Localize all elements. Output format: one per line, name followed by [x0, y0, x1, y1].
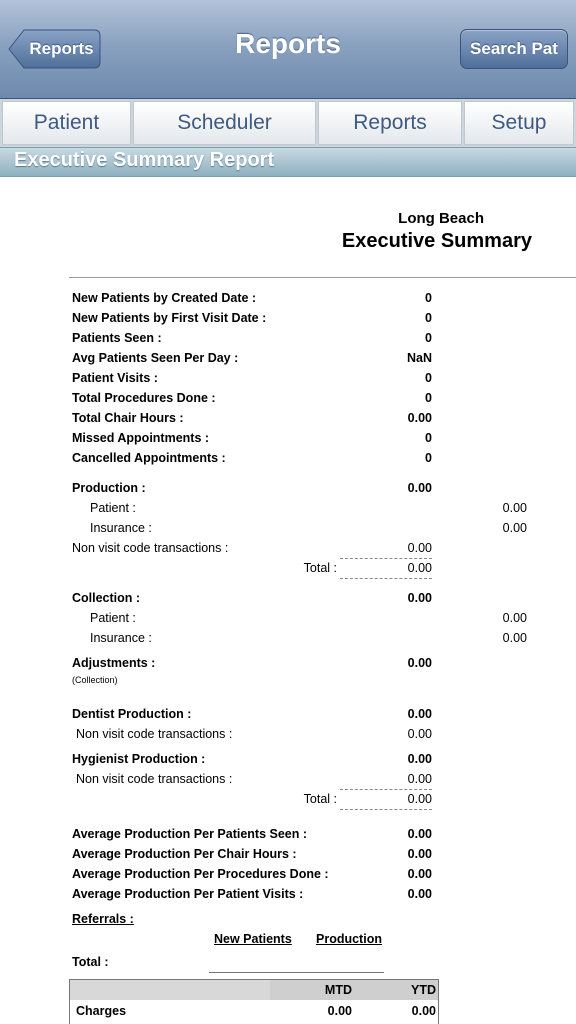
section-header	[0, 147, 576, 177]
tab-patient[interactable]: Patient	[2, 101, 131, 145]
collection-insurance-label: Insurance :	[90, 631, 152, 645]
summary-label: Patient Visits :	[72, 371, 158, 385]
summary-value: 0	[425, 391, 432, 405]
collection-patient-label: Patient :	[90, 611, 136, 625]
col-new-patients: New Patients	[214, 932, 292, 946]
summary-value: 0	[425, 311, 432, 325]
col-ytd: YTD	[411, 983, 436, 997]
average-value: 0.00	[407, 867, 432, 881]
average-label: Average Production Per Patient Visits :	[72, 887, 304, 901]
average-label: Average Production Per Procedures Done :	[72, 867, 329, 881]
average-label: Average Production Per Chair Hours :	[72, 847, 297, 861]
summary-value: 0	[425, 431, 432, 445]
average-value: 0.00	[407, 827, 432, 841]
summary-label: Avg Patients Seen Per Day :	[72, 351, 239, 365]
referrals-total-line	[209, 972, 384, 973]
summary-value: 0	[425, 331, 432, 345]
average-value: 0.00	[407, 887, 432, 901]
charges-label: Charges	[76, 1004, 127, 1018]
summary-label: Missed Appointments :	[72, 431, 210, 445]
hygienist-total-value: 0.00	[407, 792, 432, 806]
table-header-row	[70, 980, 438, 1000]
report-content	[0, 178, 576, 1024]
dentist-nonvisit-label: Non visit code transactions :	[76, 727, 233, 741]
collection-label: Collection :	[72, 591, 141, 605]
summary-label: Total Chair Hours :	[72, 411, 184, 425]
charges-mtd-value: 0.00	[327, 1004, 352, 1018]
summary-label: Patients Seen :	[72, 331, 162, 345]
section-title: Executive Summary Report	[14, 149, 275, 171]
charges-ytd-value: 0.00	[411, 1004, 436, 1018]
production-value: 0.00	[407, 481, 432, 495]
production-patient-label: Patient :	[90, 501, 136, 515]
total-divider	[340, 578, 432, 579]
production-insurance-value: 0.00	[502, 521, 527, 535]
report-title: Executive Summary	[341, 230, 532, 252]
col-production: Production	[316, 932, 382, 946]
adjustments-note: (Collection)	[72, 675, 118, 685]
tab-reports[interactable]: Reports	[318, 101, 462, 145]
back-button-label: Reports	[29, 39, 94, 58]
referrals-label: Referrals :	[72, 912, 134, 926]
dentist-production-value: 0.00	[407, 707, 432, 721]
summary-label: Cancelled Appointments :	[72, 451, 226, 465]
production-patient-value: 0.00	[502, 501, 527, 515]
navigation-bar	[0, 0, 576, 99]
hygienist-total-label: Total :	[303, 792, 337, 806]
charges-table	[69, 979, 439, 1024]
summary-value: 0	[425, 451, 432, 465]
hygienist-nonvisit-label: Non visit code transactions :	[76, 772, 233, 786]
dentist-production-label: Dentist Production :	[72, 707, 192, 721]
production-nonvisit-label: Non visit code transactions :	[72, 541, 229, 555]
production-total-value: 0.00	[407, 561, 432, 575]
production-nonvisit-value: 0.00	[407, 541, 432, 555]
hygienist-production-label: Hygienist Production :	[72, 752, 206, 766]
total-divider	[340, 809, 432, 810]
collection-value: 0.00	[407, 591, 432, 605]
col-mtd: MTD	[324, 983, 352, 997]
tab-bar	[0, 99, 576, 147]
report-location: Long Beach	[398, 210, 484, 227]
title-divider	[69, 277, 576, 278]
production-total-label: Total :	[303, 561, 337, 575]
hygienist-nonvisit-value: 0.00	[407, 772, 432, 786]
adjustments-label: Adjustments :	[72, 656, 156, 670]
search-patient-button[interactable]: Search Pat	[460, 29, 568, 69]
hygienist-production-value: 0.00	[407, 752, 432, 766]
average-label: Average Production Per Patients Seen :	[72, 827, 308, 841]
dentist-nonvisit-value: 0.00	[407, 727, 432, 741]
total-divider	[340, 789, 432, 790]
collection-insurance-value: 0.00	[502, 631, 527, 645]
tab-scheduler[interactable]: Scheduler	[133, 101, 316, 145]
summary-value: 0	[425, 371, 432, 385]
summary-label: Total Procedures Done :	[72, 391, 216, 405]
production-label: Production :	[72, 481, 146, 495]
total-divider	[340, 558, 432, 559]
summary-label: New Patients by Created Date :	[72, 291, 257, 305]
average-value: 0.00	[407, 847, 432, 861]
referrals-total-label: Total :	[72, 955, 109, 969]
summary-value: 0.00	[407, 411, 432, 425]
summary-value: 0	[425, 291, 432, 305]
page-title: Reports	[235, 28, 341, 59]
collection-patient-value: 0.00	[502, 611, 527, 625]
summary-label: New Patients by First Visit Date :	[72, 311, 267, 325]
adjustments-value: 0.00	[407, 656, 432, 670]
production-insurance-label: Insurance :	[90, 521, 152, 535]
tab-setup[interactable]: Setup	[464, 101, 574, 145]
summary-value: NaN	[406, 351, 432, 365]
